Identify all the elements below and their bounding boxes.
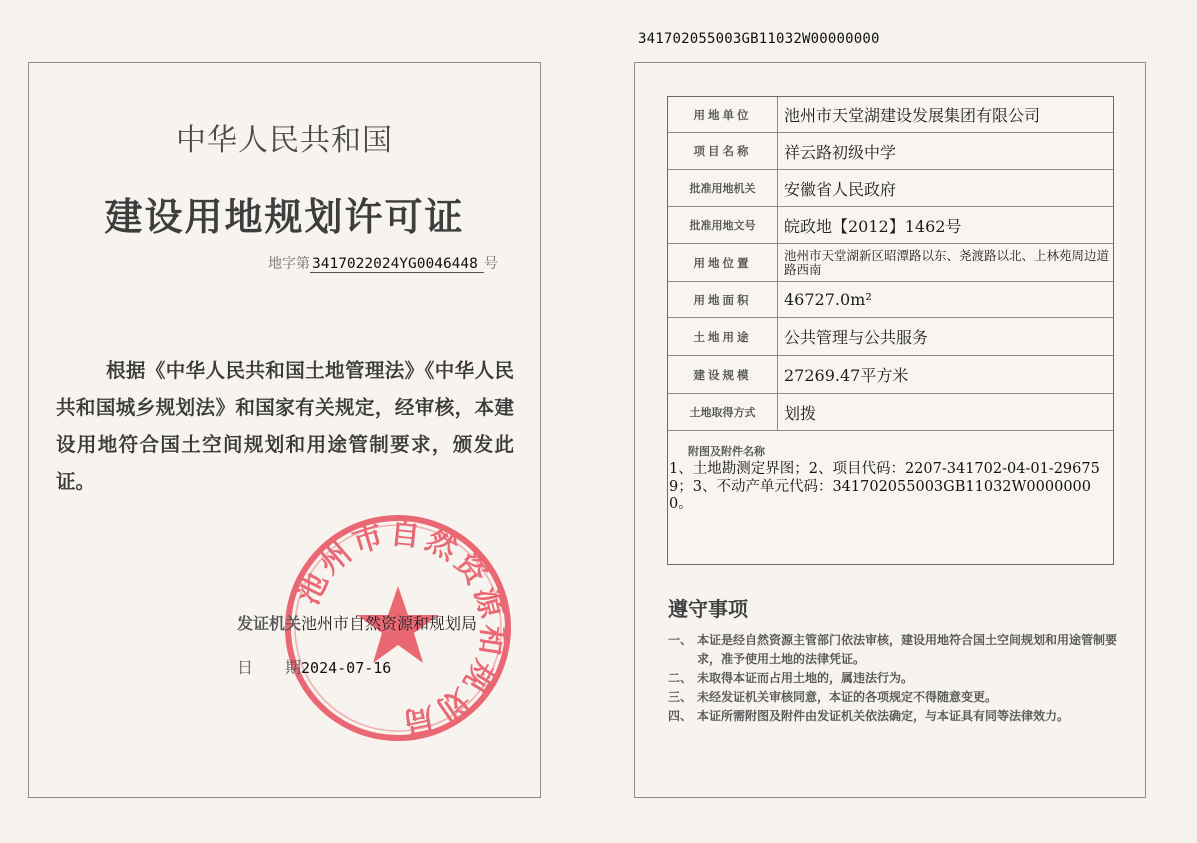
table-row xyxy=(668,394,1113,431)
date-label-2: 期 xyxy=(285,658,302,677)
issuer-line xyxy=(237,611,477,634)
table-row xyxy=(668,170,1113,207)
table-row xyxy=(668,318,1113,356)
table-row xyxy=(668,282,1113,318)
row-value: 27269.47平方米 xyxy=(784,366,909,385)
certificate-suffix: 号 xyxy=(483,256,498,272)
notice-index: 一、 xyxy=(668,633,693,647)
row-value: 46727.0m² xyxy=(784,290,872,309)
certificate-number-line xyxy=(268,253,498,273)
header-code: 341702055003GB11032W00000000 xyxy=(638,31,880,47)
row-label: 土地取得方式 xyxy=(668,394,778,430)
notice-title: 遵守事项 xyxy=(668,597,748,621)
attachment-label: 附图及附件名称 xyxy=(688,445,765,458)
seal-text: 池州市自然资源和规划局 xyxy=(290,515,511,741)
row-value: 安徽省人民政府 xyxy=(784,179,897,199)
row-label: 用地单位 xyxy=(668,97,778,132)
row-value: 公共管理与公共服务 xyxy=(784,328,929,347)
row-label: 用地面积 xyxy=(668,282,778,317)
notice-text: 本证所需附图及附件由发证机关依法确定，与本证具有同等法律效力。 xyxy=(697,709,1070,723)
list-item xyxy=(668,688,1128,707)
notice-index: 四、 xyxy=(668,709,693,723)
list-item xyxy=(668,669,1128,688)
row-label: 建设规模 xyxy=(668,356,778,393)
row-label: 批准用地文号 xyxy=(668,207,778,243)
row-value: 池州市天堂湖新区昭潭路以东、尧渡路以北、上林苑周边道路西南 xyxy=(784,247,1110,277)
certificate-number: 3417022024YG0046448 xyxy=(310,256,484,273)
document-title: 建设用地规划许可证 xyxy=(104,195,465,239)
notice-index: 三、 xyxy=(668,690,693,704)
table-row xyxy=(668,356,1113,394)
notice-text: 未取得本证而占用土地的，属违法行为。 xyxy=(697,671,914,685)
notice-text: 本证是经自然资源主管部门依法审核，建设用地符合国土空间规划和用途管制要求，准予使用土地的法律凭证。 xyxy=(697,633,1118,666)
notice-index: 二、 xyxy=(668,671,693,685)
issue-date: 2024-07-16 xyxy=(301,659,392,677)
table-row xyxy=(668,244,1113,282)
list-item xyxy=(668,707,1128,726)
attachment-text: 1、土地勘测定界图；2、项目代码：2207-341702-04-01-296759；3、不动产单元代码：341702055003GB11032W00000000。 xyxy=(669,461,1100,512)
list-item xyxy=(668,631,1128,669)
table-row xyxy=(668,207,1113,244)
country-name: 中华人民共和国 xyxy=(176,123,393,158)
issuer-label: 发证机关 xyxy=(237,614,302,633)
row-value: 祥云路初级中学 xyxy=(784,142,897,162)
row-label: 用地位置 xyxy=(668,244,778,281)
row-label: 土地用途 xyxy=(668,318,778,355)
row-value: 划拨 xyxy=(784,403,817,423)
table-row xyxy=(668,133,1113,170)
row-label: 项目名称 xyxy=(668,133,778,169)
notice-text: 未经发证机关审核同意，本证的各项规定不得随意变更。 xyxy=(697,690,998,704)
certificate-body-text: 根据《中华人民共和国土地管理法》《中华人民共和国城乡规划法》和国家有关规定，经审核，本建设用地符合国土空间规划和用途管制要求，颁发此证。 xyxy=(56,359,514,493)
table-row xyxy=(668,97,1113,133)
notice-list xyxy=(668,631,1128,726)
date-label-1: 日 xyxy=(237,658,254,677)
date-line xyxy=(237,655,391,678)
issuer-value: 池州市自然资源和规划局 xyxy=(301,614,478,633)
row-value: 池州市天堂湖建设发展集团有限公司 xyxy=(784,106,1041,125)
row-label: 批准用地机关 xyxy=(668,170,778,206)
row-value: 皖政地【2012】1462号 xyxy=(784,216,962,236)
certificate-prefix: 地字第 xyxy=(268,256,310,272)
